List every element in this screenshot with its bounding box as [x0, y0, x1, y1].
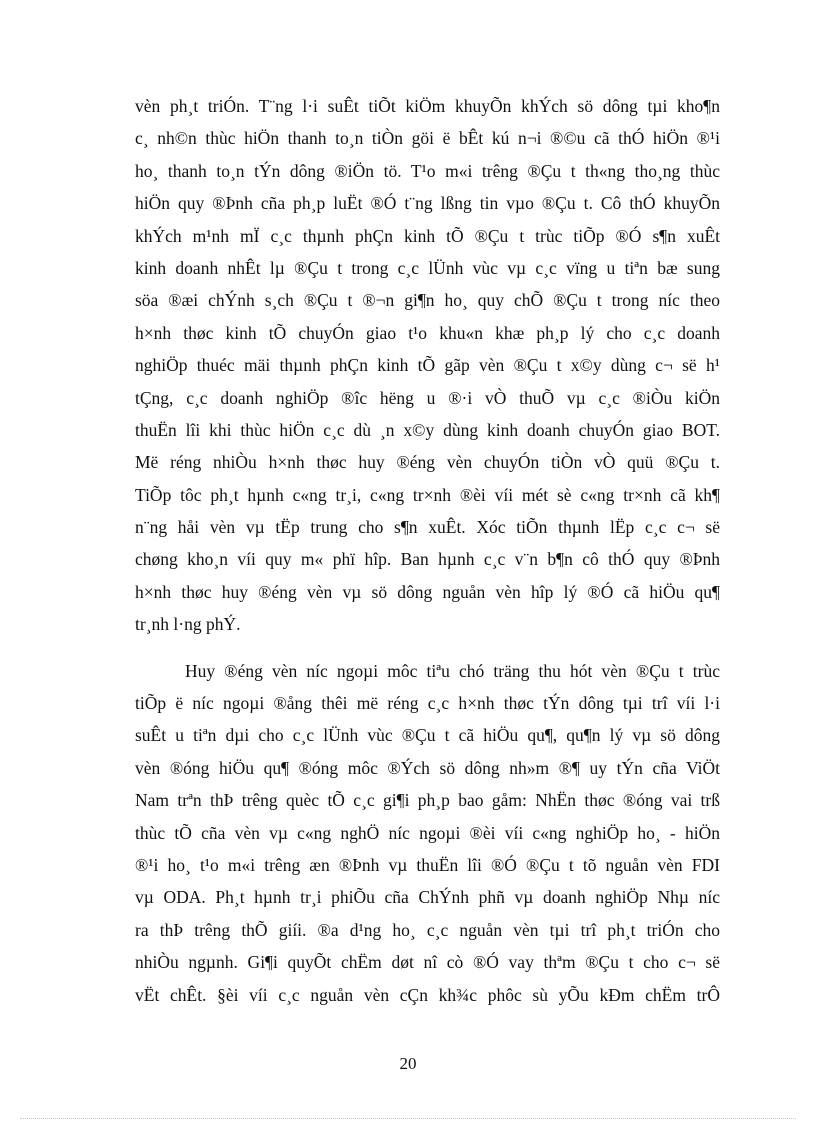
- text-line: hiÖn quy ®Þnh cña ph¸p luËt ®Ó t¨ng lßng tin vµo ®Çu t. Cô thÓ khuyÕn: [135, 193, 720, 214]
- text-line: thùc tÕ cña vèn vµ c«ng nghÖ níc ngoµi ®èi víi c«ng nghiÖp ho¸ - hiÖn: [135, 822, 720, 843]
- text-line: kinh doanh nhÊt lµ ®Çu t trong c¸c lÜnh vùc vµ c¸c vïng u tiªn bæ sung: [135, 257, 720, 278]
- paragraph-1: [135, 90, 720, 641]
- paragraph-gap: [135, 641, 720, 655]
- text-line: nghiÖp thuéc mäi thµnh phÇn kinh tÕ gãp vèn ®Çu t x©y dùng c¬ së h¹: [135, 355, 720, 376]
- text-line: ra thÞ trêng thÕ giíi. ®a d¹ng ho¸ c¸c nguån vèn tµi trî ph¸t triÓn cho: [135, 919, 720, 940]
- text-line: TiÕp tôc ph¸t hµnh c«ng tr¸i, c«ng tr×nh ®èi víi mét sè c«ng tr×nh cã kh¶: [135, 484, 720, 505]
- text-line: nhiÒu ngµnh. Gi¶i quyÕt chËm døt nî cò ®Ó vay thªm ®Çu t cho c¬ së: [135, 952, 720, 973]
- text-line: khÝch m¹nh mÏ c¸c thµnh phÇn kinh tÕ ®Çu t trùc tiÕp ®Ó s¶n xuÊt: [135, 225, 720, 246]
- text-line: tr¸nh l·ng phÝ.: [135, 614, 241, 635]
- text-line: h×nh thøc huy ®éng vèn vµ sö dông nguån vèn hîp lý ®Ó cã hiÖu qu¶: [135, 581, 720, 602]
- text-line: vèn ®óng hiÖu qu¶ ®óng môc ®Ých sö dông nh»m ®¶ uy tÝn cña ViÖt: [135, 757, 720, 778]
- text-line: söa ®æi chÝnh s¸ch ®Çu t ®¬n gi¶n ho¸ quy chÕ ®Çu t trong níc theo: [135, 290, 720, 311]
- text-line: Nam trªn thÞ trêng quèc tÕ c¸c gi¶i ph¸p bao gåm: NhËn thøc ®óng vai trß: [135, 790, 720, 811]
- text-line: vËt chÊt. §èi víi c¸c nguån vèn cÇn kh¾c phôc sù yÕu kÐm chËm trÔ: [135, 984, 720, 1005]
- text-line: chøng kho¸n víi quy m« phï hîp. Ban hµnh c¸c v¨n b¶n cô thÓ quy ®Þnh: [135, 549, 720, 570]
- text-line: vµ ODA. Ph¸t hµnh tr¸i phiÕu cña ChÝnh phñ vµ doanh nghiÖp Nhµ níc: [135, 887, 720, 908]
- paragraph-2: [135, 655, 720, 1011]
- text-line: c¸ nh©n thùc hiÖn thanh to¸n tiÒn göi ë bÊt kú n¬i ®©u cã thÓ hiÖn ®¹i: [135, 128, 720, 149]
- text-line: Huy ®éng vèn níc ngoµi môc tiªu chó träng thu hót vèn ®Çu t trùc: [185, 660, 720, 681]
- text-line: thuËn lîi khi thùc hiÖn c¸c dù ¸n x©y dùng kinh doanh chuyÓn giao BOT.: [135, 419, 720, 440]
- bottom-dotted-rule: [20, 1118, 796, 1119]
- text-line: Më réng nhiÒu h×nh thøc huy ®éng vèn chuyÓn tiÒn vÒ quü ®Çu t.: [135, 452, 720, 473]
- text-line: vèn ph¸t triÓn. T¨ng l·i suÊt tiÕt kiÖm khuyÕn khÝch sö dông tµi kho¶n: [135, 96, 720, 116]
- text-line: tiÕp ë níc ngoµi ®ång thêi më réng c¸c h×nh thøc tÝn dông tµi trî víi l·i: [135, 693, 720, 714]
- text-line: tÇng, c¸c doanh nghiÖp ®îc hëng u ®·i vÒ thuÕ vµ c¸c ®iÒu kiÖn: [135, 387, 720, 408]
- text-line: h×nh thøc kinh tÕ chuyÓn giao t¹o khu«n khæ ph¸p lý cho c¸c doanh: [135, 322, 720, 343]
- text-line: n¨ng håi vèn vµ tËp trung cho s¶n xuÊt. Xóc tiÕn thµnh lËp c¸c c¬ së: [135, 517, 720, 538]
- body-text: [135, 90, 720, 1011]
- text-line: suÊt u tiªn dµi cho c¸c lÜnh vùc ®Çu t cã hiÖu qu¶, qu¶n lý vµ sö dông: [135, 725, 720, 746]
- page-number: 20: [399, 1054, 417, 1073]
- text-line: ho¸ thanh to¸n tÝn dông ®iÖn tö. T¹o m«i trêng ®Çu t th«ng tho¸ng thùc: [135, 160, 720, 181]
- text-line: ®¹i ho¸ t¹o m«i trêng æn ®Þnh vµ thuËn lîi ®Ó ®Çu t tõ nguån vèn FDI: [135, 854, 720, 875]
